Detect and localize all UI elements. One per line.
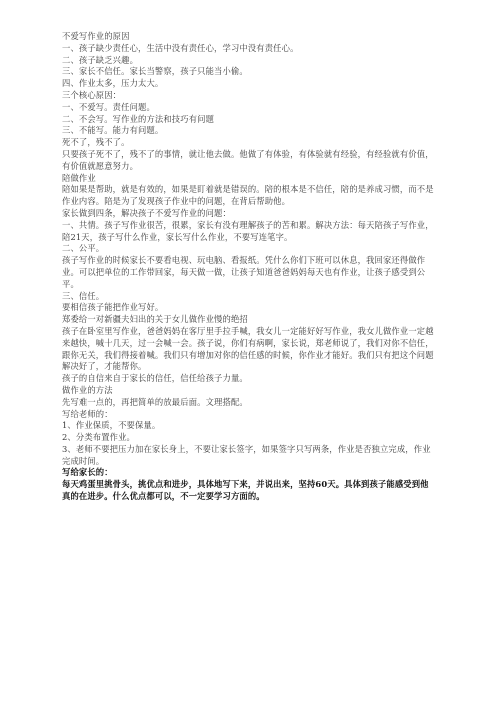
doc-list-item: 1、作业保质，不要保量。	[62, 420, 161, 431]
doc-list-item: 3、老师不要把压力加在家长身上，不要让家长签字，如果签字只写两条，作业是否独立完成，作业完成时间。	[62, 443, 431, 466]
doc-line: 二、不会写。写作业的方法和技巧有问题	[62, 113, 215, 124]
document-page	[62, 31, 435, 503]
doc-line: 一、孩子缺少责任心，生活中没有责任心，学习中没有责任心。	[62, 42, 299, 53]
doc-line: 一、不爱写。责任问题。	[62, 101, 155, 112]
doc-heading: 三个核心原因：	[62, 89, 122, 100]
doc-heading: 做作业的方法	[62, 384, 113, 395]
doc-title: 不爱写作业的原因	[62, 31, 130, 41]
doc-line: 要相信孩子能把作业写好。	[62, 302, 164, 313]
doc-heading: 陪做作业	[62, 172, 96, 183]
doc-paragraph: 只要孩子死不了，残不了的事情，就让他去做。他做了有体验，有体验就有经验，有经验就有价值，有价值就愿意努力。	[62, 148, 434, 171]
doc-line: 先写难一点的，再把简单的放最后面。文理搭配。	[62, 396, 248, 407]
doc-list-item: 2、分类布置作业。	[62, 432, 136, 443]
doc-bold-paragraph: 每天鸡蛋里挑骨头，挑优点和进步，具体地写下来，并说出来，坚持60天。具体到孩子能感受到他真的在进步。什么优点都可以，不一定要学习方面的。	[62, 479, 429, 502]
doc-line: 三、不能写。能力有问题。	[62, 125, 164, 136]
doc-heading: 写给老师的：	[62, 408, 113, 419]
doc-paragraph: 孩子写作业的时候家长不要看电视、玩电脑、看报纸。凭什么你们下班可以休息，我回家还得做作业。可以把单位的工作带回家，每天做一做，让孩子知道爸爸妈妈每天也有作业，让孩子感受到公平。	[62, 255, 426, 289]
doc-paragraph: 孩子在卧室里写作业，爸爸妈妈在客厅里手拉手喊，我女儿一定能好好写作业，我女儿做作业一定越来越快，喊十几天，过一会喊一会。孩子说，你们有病啊，家长说，郑老师说了，我们对你不信任，跟你无关，我们得接着喊。我们只有增加对你的信任感的时候，你作业才能好。我们只有把这个问题解决好了，才能帮你。	[62, 325, 434, 372]
doc-line: 三、家长不信任。家长当警察，孩子只能当小偷。	[62, 66, 248, 77]
doc-heading: 三、信任。	[62, 290, 105, 301]
doc-bold-heading: 写给家长的：	[62, 467, 113, 478]
doc-heading: 死不了，残不了。	[62, 137, 130, 148]
doc-line: 二、孩子缺乏兴趣。	[62, 54, 139, 65]
doc-heading: 郑委给一对新疆夫妇出的关于女儿做作业慢的绝招	[62, 314, 248, 325]
doc-line: 孩子的自信来自于家长的信任，信任给孩子力量。	[62, 373, 248, 384]
doc-line: 四、作业太多，压力太大。	[62, 78, 164, 89]
doc-paragraph: 一、共情。孩子写作业很苦，很累，家长有没有理解孩子的苦和累。解决方法：每天陪孩子写作业，陪21天，孩子写什么作业，家长写什么作业，不要写连笔字。	[62, 219, 434, 242]
doc-heading: 家长做到四条，解决孩子不爱写作业的问题：	[62, 207, 231, 218]
doc-heading: 二、公平。	[62, 243, 105, 254]
doc-paragraph: 陪如果是帮助，就是有效的，如果是盯着就是错误的。陪的根本是不信任，陪的是养成习惯，而不是作业内容。陪是为了发现孩子作业中的问题，在背后帮助他。	[62, 184, 434, 207]
